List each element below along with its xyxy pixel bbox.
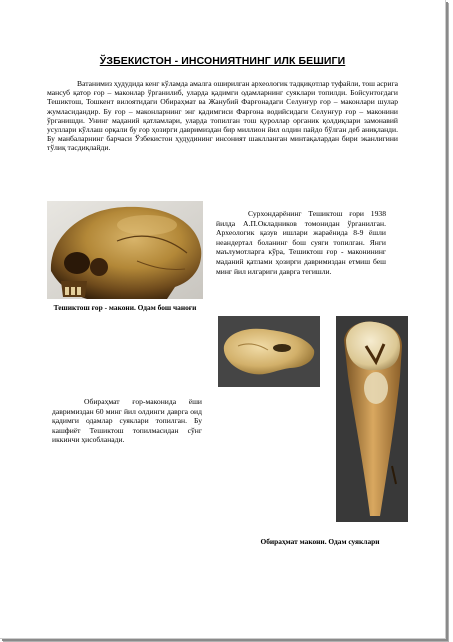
- obirahmat-paragraph: Обираҳмат ғор-маконида ёши давримиздан 60 минг йил олдинги даврга оид қадимги одамлар суяклари топилган. Бу кашфиёт Тешиктош топилмасидан сўнг иккинчи ҳисобланади.: [52, 397, 202, 445]
- teshiktosh-paragraph: Сурхондарёнинг Тешиктош ғори 1938 йилда А.П.Окладников томонидан ўрганилган. Археологик қазув ишлари жараёнида 8-9 ёшли неандертал боланинг бош суяги топилган. Янги маълумотларга кўра, Тешиктош ғор - маконининг маданий қатлами ҳозирги давримиздан етмиш беш минг йил илгариги даврга тегишли.: [216, 209, 386, 276]
- skull-photo: [47, 201, 203, 299]
- page-title: ЎЗБЕКИСТОН - ИНСОНИЯТНИНГ ИЛК БЕШИГИ: [99, 55, 346, 67]
- bone-fragment-photo: [218, 316, 320, 387]
- skull-caption: Тешиктош ғор - макони. Одам бош чаноғи: [53, 303, 197, 312]
- tooth-photo: [336, 316, 408, 522]
- teeth-caption: Обираҳмат макони. Одам суяклари: [260, 537, 380, 546]
- intro-paragraph: Ватанимиз ҳудудида кенг кўламда амалга оширилган археологик тадқиқотлар туфайли, тош асрига мансуб қатор ғор – маконлар ўрганилиб, уларда қадимги одамларнинг суяклари топилди. Бойсунтоғдаги Тешиктош, Тошкент вилоятидаги Обираҳмат ва Жанубий Фарғонадаги Селунғур ғор – маконлари шулар жумласидандир. Бу ғор – маконларнинг энг қадимгиси Фарғона водийсидаги Селунғур ғор – маконини ўрганишди. Унинг маданий қатламлари, уларда топилган тош қуроллар органик қолдиқлари замонавий усуллари кўллаш орқали бу ғор ҳозирги давримиздан бир миллион йил олдин пайдо бўлган деб аниқланди. Бу манбаларнинг барчаси Ўзбекистон ҳудудининг инсоният шаклланган минтақалардан бири эканлигини тўлиқ тасдиқлайди.: [47, 79, 398, 153]
